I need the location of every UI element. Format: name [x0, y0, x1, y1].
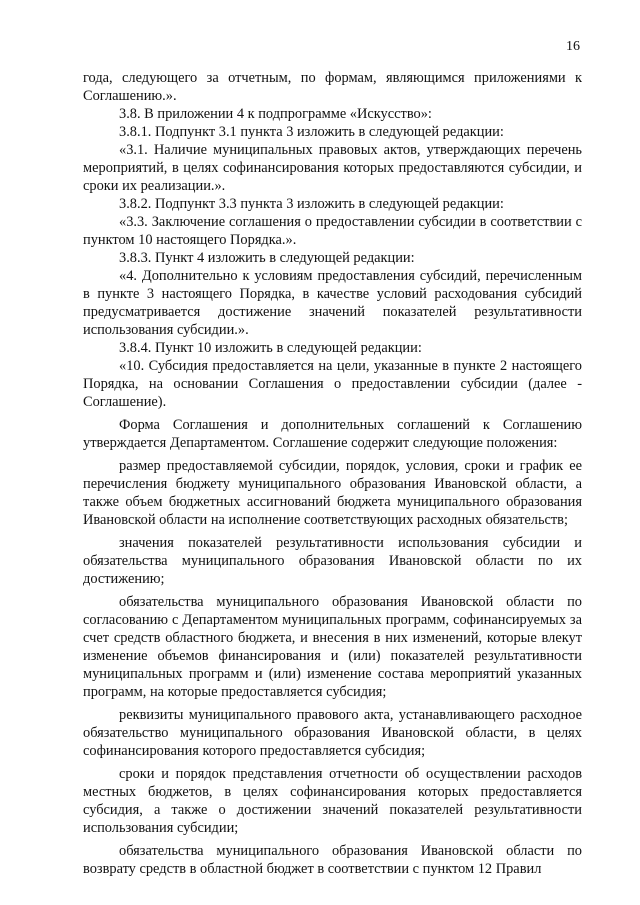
paragraph: 3.8.4. Пункт 10 изложить в следующей редакции:: [119, 340, 422, 356]
paragraph: 3.8.2. Подпункт 3.3 пункта 3 изложить в следующей редакции:: [119, 196, 504, 212]
paragraph: значения показателей результативности использования субсидии и обязательства муниципального образования Ивановской области по их достижению;: [83, 535, 582, 587]
paragraph: 3.8.1. Подпункт 3.1 пункта 3 изложить в следующей редакции:: [119, 124, 504, 140]
paragraph: обязательства муниципального образования Ивановской области по возврату средств в областной бюджет в соответствии с пунктом 12 Правил: [83, 843, 582, 877]
paragraph: размер предоставляемой субсидии, порядок, условия, сроки и график ее перечисления бюджету муниципального образования Ивановской области, а также объем бюджетных ассигнований бюджета муниципального образования Ивановской области на исполнение соответствующих расходных обязательств;: [83, 458, 582, 528]
paragraph: «3.1. Наличие муниципальных правовых актов, утверждающих перечень мероприятий, в целях софинансирования которых предоставляются субсидии, и сроки их реализации.».: [83, 142, 582, 194]
paragraph: Форма Соглашения и дополнительных соглашений к Соглашению утверждается Департаментом. Соглашение содержит следующие положения:: [83, 417, 582, 451]
paragraph: 3.8. В приложении 4 к подпрограмме «Искусство»:: [119, 106, 432, 122]
paragraph: «3.3. Заключение соглашения о предоставлении субсидии в соответствии с пунктом 10 настоящего Порядка.».: [83, 214, 582, 248]
paragraph: «10. Субсидия предоставляется на цели, указанные в пункте 2 настоящего Порядка, на основании Соглашения о предоставлении субсидии (далее - Соглашение).: [83, 358, 582, 410]
paragraph: 3.8.3. Пункт 4 изложить в следующей редакции:: [119, 250, 415, 266]
document-body: [83, 69, 582, 878]
page-number: 16: [566, 39, 580, 54]
paragraph: «4. Дополнительно к условиям предоставления субсидий, перечисленным в пункте 3 настоящего Порядка, в качестве условий расходования субсидий предусматривается достижение значений показателей результативности использования субсидии.».: [83, 268, 582, 338]
paragraph: сроки и порядок представления отчетности об осуществлении расходов местных бюджетов, в целях софинансирования которых предоставляется субсидия, а также о достижении значений показателей результативности использования субсидии;: [83, 766, 582, 836]
paragraph: обязательства муниципального образования Ивановской области по согласованию с Департаментом муниципальных программ, софинансируемых за счет средств областного бюджета, и внесения в них изменений, которые влекут изменение объемов финансирования и (или) показателей результативности муниципальных программ и (или) изменение состава мероприятий указанных программ, на которые предоставляется субсидия;: [83, 594, 582, 700]
paragraph: реквизиты муниципального правового акта, устанавливающего расходное обязательство муниципального образования Ивановской области, в целях софинансирования которого предоставляется субсидия;: [83, 707, 582, 759]
paragraph: года, следующего за отчетным, по формам, являющимся приложениями к Соглашению.».: [83, 70, 582, 104]
